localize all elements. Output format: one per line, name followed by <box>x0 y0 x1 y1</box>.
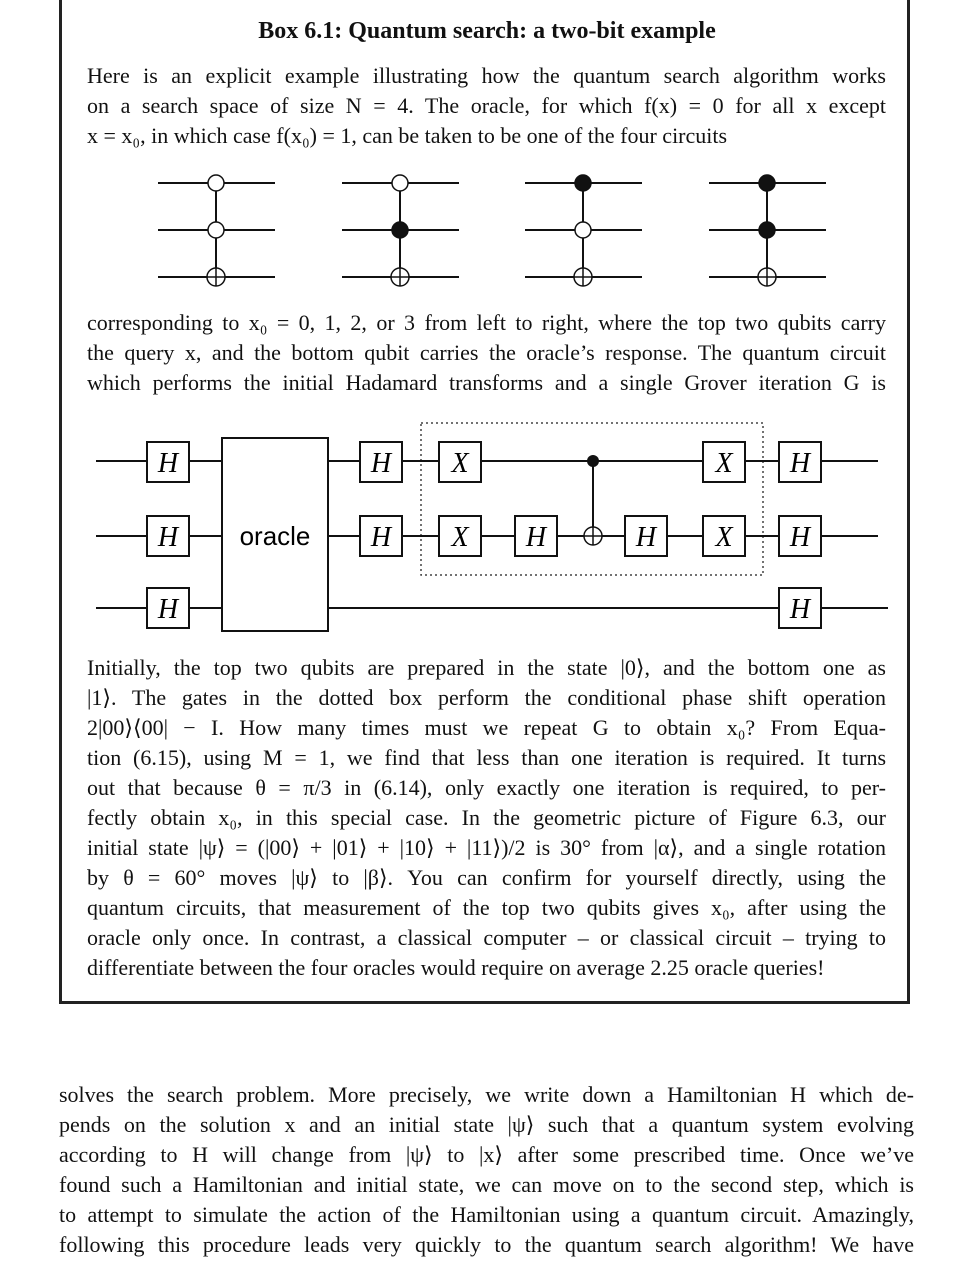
hadamard-gate <box>147 516 189 556</box>
text-line: solves the search problem. More precisely, we write down a Hamiltonian H which de- <box>59 1082 914 1107</box>
hadamard-gate-label: H <box>525 522 547 553</box>
not-gate <box>703 442 745 482</box>
text-line: by θ = 60° moves |ψ⟩ to |β⟩. You can confirm for yourself directly, using the <box>87 865 886 890</box>
not-gate <box>703 516 745 556</box>
hadamard-gate <box>515 516 557 556</box>
text-line: according to H will change from |ψ⟩ to |x⟩ after some prescribed time. Once we’ve <box>59 1142 914 1167</box>
text-line: x = x₀, in which case f(x₀) = 1, can be taken to be one of the four circuits <box>87 123 728 148</box>
hadamard-gate <box>779 516 821 556</box>
hadamard-gate-label: H <box>157 522 179 553</box>
box-closing-paragraph <box>87 653 886 983</box>
hadamard-gate-label: H <box>370 522 392 553</box>
text-line: oracle only once. In contrast, a classical computer – or classical circuit – trying to <box>87 925 886 950</box>
text-line: 2|00⟩⟨00| − I. How many times must we repeat G to obtain x₀? From Equa- <box>87 715 886 740</box>
hadamard-gate-label: H <box>370 448 392 479</box>
text-line: initial state |ψ⟩ = (|00⟩ + |01⟩ + |10⟩ + |11⟩)/2 is 30° from |α⟩, and a single rotation <box>87 835 886 860</box>
not-gate-label: X <box>715 448 733 479</box>
not-gate-label: X <box>451 448 469 479</box>
text-line: Initially, the top two qubits are prepared in the state |0⟩, and the bottom one as <box>87 655 886 680</box>
hadamard-gate <box>360 516 402 556</box>
hadamard-gate <box>779 442 821 482</box>
body-paragraph <box>59 1080 914 1260</box>
text-line: found such a Hamiltonian and initial state, we can move on to the second step, which is <box>59 1172 914 1197</box>
not-gate <box>439 442 481 482</box>
hadamard-gate <box>779 588 821 628</box>
oracle-label: oracle <box>239 521 311 551</box>
text-line: following this procedure leads very quickly to the quantum search algorithm! We have <box>59 1232 914 1257</box>
hadamard-gate-label: H <box>157 594 179 625</box>
cnot-control-dot <box>587 455 599 467</box>
text-line: on a search space of size N = 4. The oracle, for which f(x) = 0 for all x except <box>87 93 886 118</box>
text-line: to attempt to simulate the action of the Hamiltonian using a quantum circuit. Amazingly, <box>59 1202 914 1227</box>
text-line: pends on the solution x and an initial state |ψ⟩ such that a quantum system evolving <box>59 1112 914 1137</box>
text-line: fectly obtain x₀, in this special case. In the geometric picture of Figure 6.3, our <box>87 805 886 830</box>
hadamard-gate <box>147 442 189 482</box>
text-line: differentiate between the four oracles would require on average 2.25 oracle queries! <box>87 955 825 980</box>
not-gate <box>439 516 481 556</box>
text-line: the query x, and the bottom qubit carries the oracle’s response. The quantum circuit <box>87 340 886 365</box>
hadamard-gate-label: H <box>789 594 811 625</box>
text-line: which performs the initial Hadamard transforms and a single Grover iteration G is <box>87 370 886 395</box>
text-line: corresponding to x₀ = 0, 1, 2, or 3 from left to right, where the top two qubits carry <box>87 310 886 335</box>
hadamard-gate-label: H <box>789 522 811 553</box>
hadamard-gate <box>147 588 189 628</box>
not-gate-label: X <box>451 522 469 553</box>
text-line: Here is an explicit example illustrating how the quantum search algorithm works <box>87 63 886 88</box>
text-line: tion (6.15), using M = 1, we find that less than one iteration is required. It turns <box>87 745 886 770</box>
not-gate-label: X <box>715 522 733 553</box>
text-line: out that because θ = π/3 in (6.14), only exactly one iteration is required, to per- <box>87 775 886 800</box>
hadamard-gate <box>625 516 667 556</box>
text-line: |1⟩. The gates in the dotted box perform the conditional phase shift operation <box>87 685 886 710</box>
hadamard-gate-label: H <box>157 448 179 479</box>
box-title: Box 6.1: Quantum search: a two-bit example <box>258 18 716 44</box>
text-line: quantum circuits, that measurement of the top two qubits gives x₀, after using the <box>87 895 886 920</box>
hadamard-gate-label: H <box>789 448 811 479</box>
hadamard-gate-label: H <box>635 522 657 553</box>
hadamard-gate <box>360 442 402 482</box>
